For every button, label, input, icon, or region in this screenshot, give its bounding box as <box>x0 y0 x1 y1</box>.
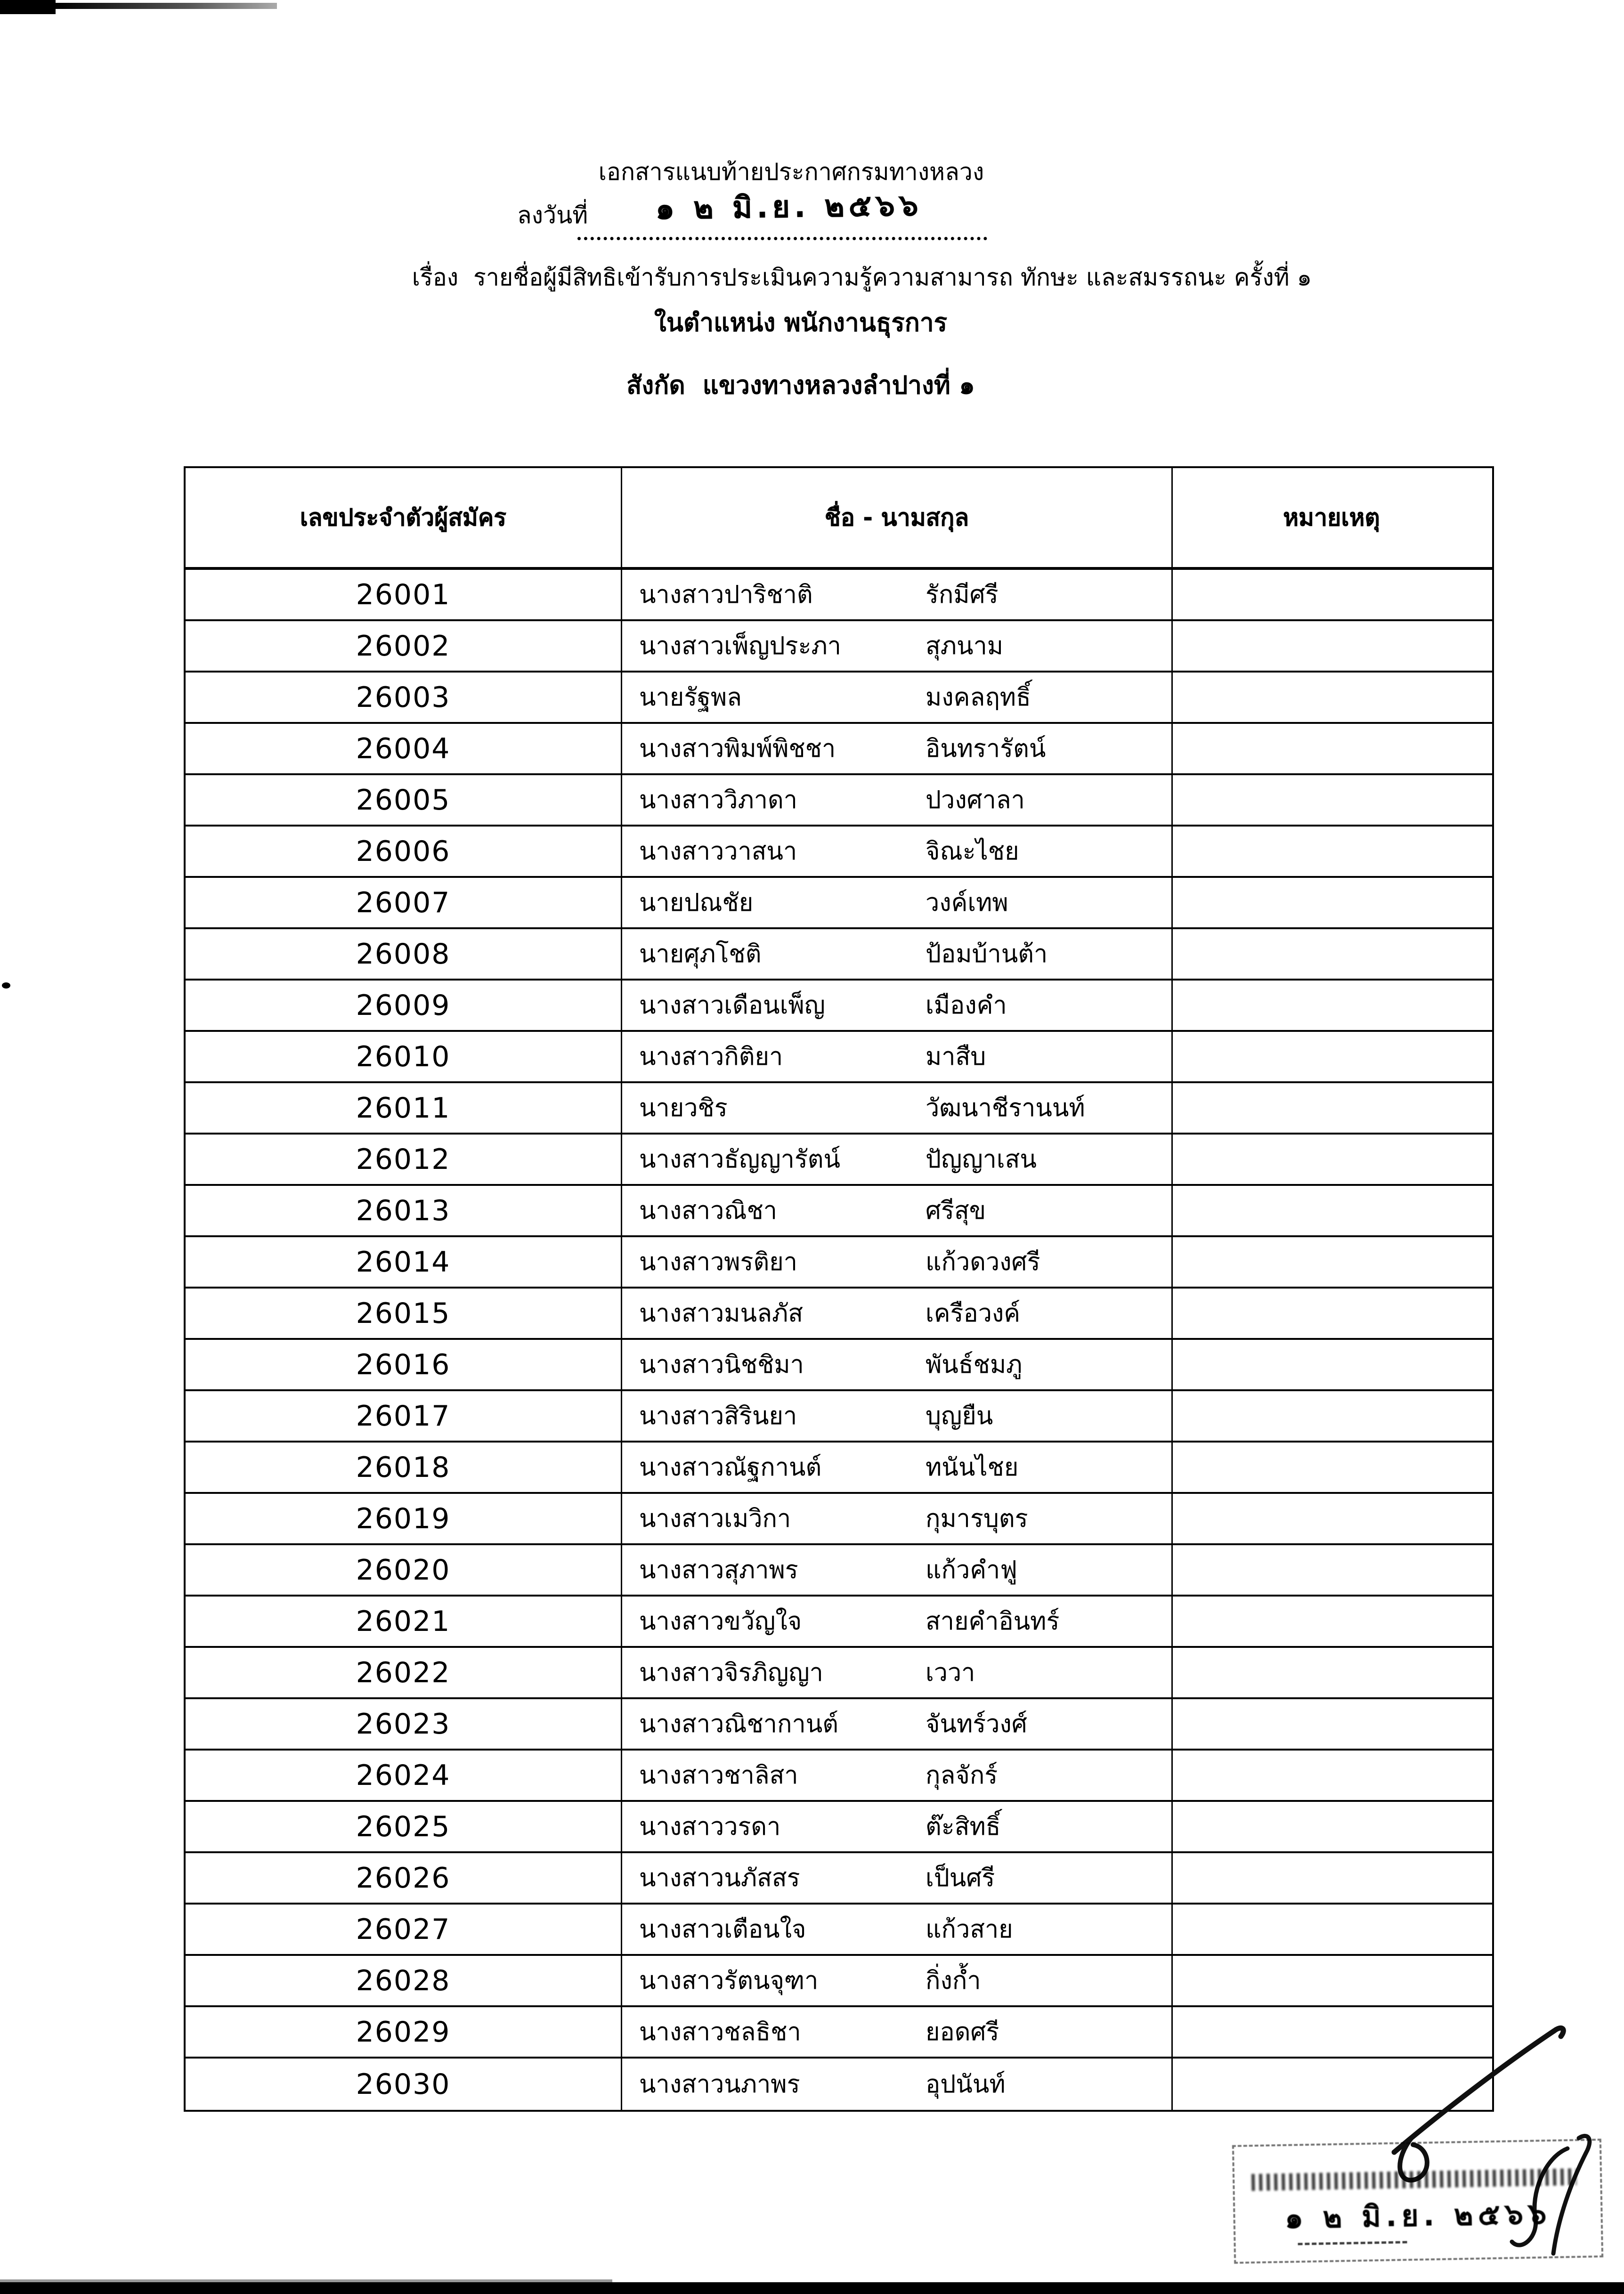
remark-cell <box>1173 1699 1490 1749</box>
remark-cell <box>1173 1545 1490 1595</box>
applicant-name-cell <box>622 827 1173 876</box>
applicant-id: 26029 <box>186 2007 622 2057</box>
applicant-last-name: วัฒนาชีรานนท์ <box>926 1094 1085 1122</box>
table-row <box>186 1802 1492 1853</box>
applicant-id: 26011 <box>186 1083 622 1133</box>
applicant-id: 26026 <box>186 1853 622 1903</box>
applicant-name-cell <box>622 1699 1173 1749</box>
received-stamp <box>1232 2139 1603 2264</box>
table-row <box>186 775 1492 827</box>
applicant-id: 26023 <box>186 1699 622 1749</box>
applicant-last-name: ป้อมบ้านต้า <box>926 940 1048 968</box>
applicant-id: 26018 <box>186 1443 622 1492</box>
applicant-name-cell <box>622 1289 1173 1338</box>
applicant-name-cell <box>622 724 1173 773</box>
header-name-surname: ชื่อ - นามสกุล <box>622 468 1173 567</box>
remark-cell <box>1173 673 1490 722</box>
applicant-name-cell <box>622 673 1173 722</box>
applicant-name-cell <box>622 1391 1173 1441</box>
applicant-id: 26028 <box>186 1956 622 2005</box>
applicant-last-name: กุมารบุตร <box>926 1504 1028 1533</box>
applicant-name-cell <box>622 1545 1173 1595</box>
applicant-name-cell <box>622 1648 1173 1697</box>
applicant-last-name: พันธ์ชมภู <box>926 1350 1023 1379</box>
table-row <box>186 1083 1492 1135</box>
applicant-last-name: กุลจักร์ <box>926 1761 998 1790</box>
applicant-first-name: นางสาวนิชชิมา <box>639 1350 804 1379</box>
applicant-name-cell <box>622 1032 1173 1081</box>
applicant-first-name: นายวชิร <box>639 1094 728 1122</box>
applicant-id: 26007 <box>186 878 622 927</box>
applicant-first-name: นางสาวกิติยา <box>639 1042 783 1071</box>
subject-line: เรื่อง รายชื่อผู้มีสิทธิเข้ารับการประเมินความรู้ความสามารถ ทักษะ และสมรรถนะ ครั้งที่ ๑ <box>412 264 1312 291</box>
remark-cell <box>1173 1032 1490 1081</box>
applicant-first-name: นางสาววาสนา <box>639 837 797 866</box>
applicant-first-name: นางสาวณิชา <box>639 1196 778 1225</box>
applicant-last-name: แก้วคำฟู <box>926 1556 1017 1584</box>
applicant-name-cell <box>622 1905 1173 1954</box>
applicant-last-name: มาสืบ <box>926 1042 986 1071</box>
applicant-last-name: ยอดศรี <box>926 2018 999 2046</box>
table-row <box>186 570 1492 621</box>
applicant-last-name: ปวงศาลา <box>926 786 1025 814</box>
applicant-id: 26002 <box>186 621 622 671</box>
applicant-last-name: อินทรารัตน์ <box>926 734 1046 763</box>
applicant-name-cell <box>622 775 1173 825</box>
remark-cell <box>1173 570 1490 619</box>
applicant-first-name: นางสาวสิรินยา <box>639 1402 797 1430</box>
applicant-first-name: นางสาวเดือนเพ็ญ <box>639 991 825 1020</box>
applicant-name-cell <box>622 1494 1173 1543</box>
applicant-last-name: แก้วสาย <box>926 1915 1013 1944</box>
remark-cell <box>1173 929 1490 979</box>
table-row <box>186 621 1492 673</box>
remark-cell <box>1173 1853 1490 1903</box>
header-applicant-id: เลขประจำตัวผู้สมัคร <box>186 468 622 567</box>
table-row <box>186 1135 1492 1186</box>
applicant-id: 26014 <box>186 1237 622 1287</box>
applicant-name-cell <box>622 1853 1173 1903</box>
applicant-name-cell <box>622 1083 1173 1133</box>
applicant-last-name: เววา <box>926 1658 975 1687</box>
table-row <box>186 1905 1492 1956</box>
applicant-first-name: นางสาวธัญญารัตน์ <box>639 1145 841 1174</box>
document-title: เอกสารแนบท้ายประกาศกรมทางหลวง <box>598 158 984 186</box>
applicant-first-name: นางสาวพรติยา <box>639 1248 797 1276</box>
applicant-id: 26024 <box>186 1751 622 1800</box>
remark-cell <box>1173 981 1490 1030</box>
remark-cell <box>1173 1597 1490 1646</box>
table-row <box>186 673 1492 724</box>
applicant-id: 26008 <box>186 929 622 979</box>
applicant-id: 26010 <box>186 1032 622 1081</box>
applicant-first-name: นางสาวจิรภิญญา <box>639 1658 823 1687</box>
applicant-id: 26013 <box>186 1186 622 1235</box>
applicant-last-name: ทนันไชย <box>926 1453 1019 1482</box>
table-row <box>186 929 1492 981</box>
applicant-last-name: แก้วดวงศรี <box>926 1248 1040 1276</box>
scan-artifact-top-line <box>56 3 277 9</box>
table-row <box>186 1853 1492 1905</box>
remark-cell <box>1173 1135 1490 1184</box>
table-row <box>186 1751 1492 1802</box>
remark-cell <box>1173 1391 1490 1441</box>
applicant-name-cell <box>622 1135 1173 1184</box>
applicant-last-name: เครือวงค์ <box>926 1299 1021 1328</box>
applicant-last-name: ปัญญาเสน <box>926 1145 1037 1174</box>
applicant-id: 26019 <box>186 1494 622 1543</box>
remark-cell <box>1173 1802 1490 1851</box>
table-header-row <box>186 468 1492 570</box>
applicant-id: 26001 <box>186 570 622 619</box>
scan-artifact-top-left <box>0 0 56 14</box>
applicant-first-name: นางสาวเตือนใจ <box>639 1915 806 1944</box>
table-row <box>186 1956 1492 2007</box>
applicant-first-name: นายศุภโชติ <box>639 940 762 968</box>
applicant-id: 26025 <box>186 1802 622 1851</box>
remark-cell <box>1173 621 1490 671</box>
applicant-id: 26006 <box>186 827 622 876</box>
remark-cell <box>1173 1648 1490 1697</box>
applicant-name-cell <box>622 1237 1173 1287</box>
applicant-last-name: รักมีศรี <box>926 580 999 609</box>
table-row <box>186 1597 1492 1648</box>
applicant-name-cell <box>622 929 1173 979</box>
remark-cell <box>1173 1905 1490 1954</box>
applicant-first-name: นางสาวมนลภัส <box>639 1299 803 1328</box>
remark-cell <box>1173 1237 1490 1287</box>
remark-cell <box>1173 1340 1490 1389</box>
applicant-name-cell <box>622 2059 1173 2110</box>
applicant-first-name: นางสาวณิชากานต์ <box>639 1710 839 1738</box>
applicant-first-name: นางสาววรดา <box>639 1812 781 1841</box>
table-row <box>186 878 1492 929</box>
applicant-first-name: นางสาวรัตนจุฑา <box>639 1966 819 1995</box>
stamp-date: ๑ ๒ มิ.ย. ๒๕๖๖ <box>1284 2196 1552 2235</box>
applicant-name-cell <box>622 1186 1173 1235</box>
applicant-first-name: นางสาววิภาดา <box>639 786 797 814</box>
stamp-illegible-text <box>1251 2168 1577 2191</box>
applicant-first-name: นางสาวขวัญใจ <box>639 1607 802 1636</box>
applicant-id: 26021 <box>186 1597 622 1646</box>
applicant-name-cell <box>622 570 1173 619</box>
applicant-last-name: สายคำอินทร์ <box>926 1607 1060 1636</box>
applicant-first-name: นางสาวเมวิกา <box>639 1504 791 1533</box>
applicant-first-name: นางสาวเพ็ญประภา <box>639 632 841 660</box>
applicant-last-name: กิ่งก้ำ <box>926 1966 981 1995</box>
remark-cell <box>1173 1494 1490 1543</box>
remark-cell <box>1173 1289 1490 1338</box>
remark-cell <box>1173 1083 1490 1133</box>
stamp-dashed-line <box>1298 2241 1407 2245</box>
position-line: ในตำแหน่ง พนักงานธุรการ <box>654 308 948 337</box>
applicant-last-name: วงค์เทพ <box>926 888 1008 917</box>
applicant-last-name: จันทร์วงศ์ <box>926 1710 1027 1738</box>
applicant-name-cell <box>622 878 1173 927</box>
remark-cell <box>1173 1186 1490 1235</box>
applicant-id: 26004 <box>186 724 622 773</box>
applicant-id: 26003 <box>186 673 622 722</box>
applicant-first-name: นางสาวชลธิชา <box>639 2018 801 2046</box>
applicant-last-name: สุภนาม <box>926 632 1004 660</box>
applicant-id: 26022 <box>186 1648 622 1697</box>
table-row <box>186 1494 1492 1545</box>
applicant-first-name: นางสาวสุภาพร <box>639 1556 798 1584</box>
affiliation-line: สังกัด แขวงทางหลวงลำปางที่ ๑ <box>626 371 975 400</box>
applicant-id: 26020 <box>186 1545 622 1595</box>
applicant-name-cell <box>622 1802 1173 1851</box>
applicant-first-name: นางสาวปาริชาติ <box>639 580 813 609</box>
applicant-first-name: นางสาวณัฐกานต์ <box>639 1453 822 1482</box>
applicant-name-cell <box>622 981 1173 1030</box>
scan-artifact-left-edge <box>2 982 10 989</box>
applicant-table <box>184 466 1494 2112</box>
table-row <box>186 1443 1492 1494</box>
applicant-last-name: มงคลฤทธิ์ <box>926 683 1031 712</box>
applicant-id: 26009 <box>186 981 622 1030</box>
table-row <box>186 981 1492 1032</box>
remark-cell <box>1173 1443 1490 1492</box>
table-row <box>186 2007 1492 2059</box>
applicant-last-name: บุญยืน <box>926 1402 993 1430</box>
stamped-date: ๑ ๒ มิ.ย. ๒๕๖๖ <box>655 188 923 227</box>
table-body <box>186 570 1492 2110</box>
applicant-name-cell <box>622 1340 1173 1389</box>
applicant-last-name: อุปนันท์ <box>926 2070 1006 2099</box>
table-row <box>186 1545 1492 1597</box>
applicant-first-name: นางสาวนภัสสร <box>639 1864 800 1892</box>
table-row <box>186 724 1492 775</box>
applicant-first-name: นายปณชัย <box>639 888 754 917</box>
table-row <box>186 1032 1492 1083</box>
applicant-name-cell <box>622 1751 1173 1800</box>
applicant-name-cell <box>622 1597 1173 1646</box>
table-row <box>186 1340 1492 1391</box>
table-row <box>186 1186 1492 1237</box>
applicant-name-cell <box>622 1443 1173 1492</box>
remark-cell <box>1173 1751 1490 1800</box>
applicant-first-name: นางสาวนภาพร <box>639 2070 800 2099</box>
applicant-first-name: นางสาวพิมพ์พิชชา <box>639 734 836 763</box>
table-row <box>186 1648 1492 1699</box>
table-row <box>186 1699 1492 1751</box>
applicant-last-name: จิณะไชย <box>926 837 1019 866</box>
table-row <box>186 1289 1492 1340</box>
applicant-name-cell <box>622 2007 1173 2057</box>
remark-cell <box>1173 724 1490 773</box>
applicant-last-name: ต๊ะสิทธิ์ <box>926 1812 1001 1841</box>
applicant-id: 26017 <box>186 1391 622 1441</box>
applicant-last-name: เมืองคำ <box>926 991 1007 1020</box>
applicant-id: 26015 <box>186 1289 622 1338</box>
header-remark: หมายเหตุ <box>1283 503 1380 531</box>
applicant-first-name: นางสาวชาลิสา <box>639 1761 798 1790</box>
table-row <box>186 1391 1492 1443</box>
applicant-last-name: เป็นศรี <box>926 1864 995 1892</box>
applicant-name-cell <box>622 1956 1173 2005</box>
applicant-id: 26012 <box>186 1135 622 1184</box>
remark-cell <box>1173 878 1490 927</box>
date-label: ลงวันที่ <box>517 202 588 229</box>
table-row <box>186 2059 1492 2110</box>
remark-cell <box>1173 775 1490 825</box>
remark-cell <box>1173 827 1490 876</box>
applicant-last-name: ศรีสุข <box>926 1196 986 1225</box>
table-row <box>186 1237 1492 1289</box>
applicant-id: 26027 <box>186 1905 622 1954</box>
applicant-id: 26005 <box>186 775 622 825</box>
applicant-id: 26016 <box>186 1340 622 1389</box>
applicant-id: 26030 <box>186 2059 622 2110</box>
applicant-name-cell <box>622 621 1173 671</box>
table-row <box>186 827 1492 878</box>
applicant-first-name: นายรัฐพล <box>639 683 742 712</box>
